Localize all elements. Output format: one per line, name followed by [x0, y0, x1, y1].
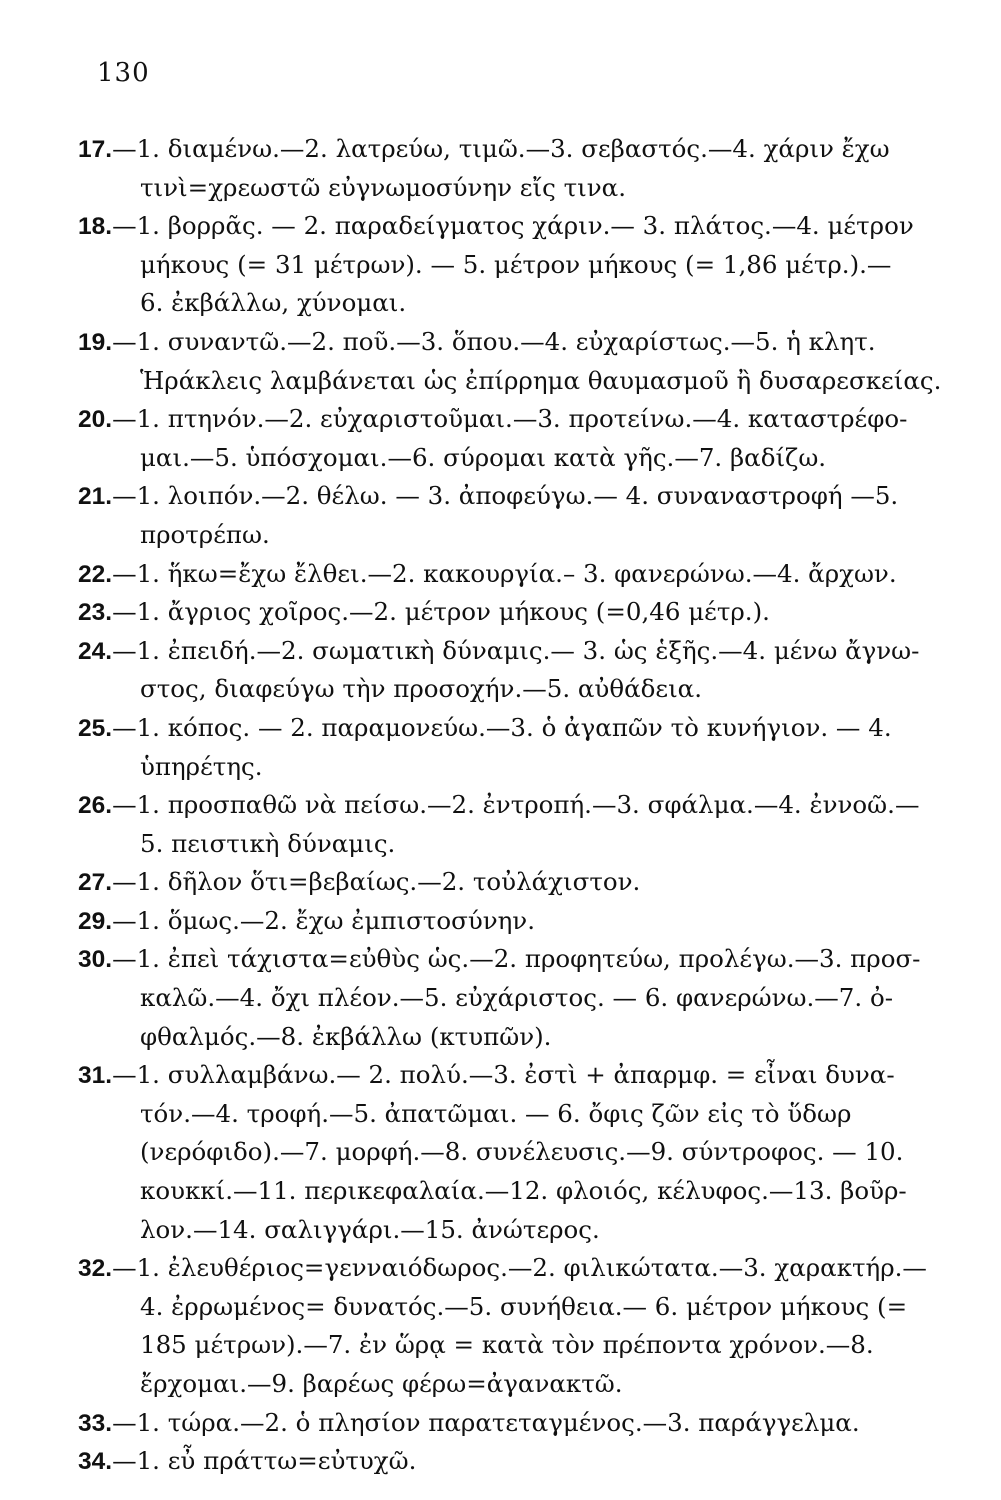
entry-continuation-line — [78, 246, 938, 285]
entry-number: 20. — [78, 406, 113, 434]
entry-text: μήκους (= 31 μέτρων). — 5. μέτρον μήκους (= 1,86 μέτρ.).— — [140, 249, 892, 279]
entry-line — [78, 1404, 938, 1443]
entry-line — [78, 940, 938, 979]
entry-number: 21. — [78, 483, 113, 511]
entry-number: 25. — [78, 714, 113, 742]
entry-number: 23. — [78, 599, 113, 627]
entry-continuation-line — [78, 1018, 938, 1057]
entry-number: 17. — [78, 136, 113, 163]
entry-text: —1. λοιπόν.—2. θέλω. — 3. ἀποφεύγω.— 4. συναναστροφή —5. — [112, 481, 899, 511]
entry-text: τινὶ=χρεωστῶ εὐγνωμοσύνην εἴς τινα. — [140, 172, 626, 202]
entry-continuation-line — [78, 1095, 938, 1134]
entry-continuation-line — [78, 1133, 938, 1172]
entry-number: 27. — [78, 869, 113, 897]
entry-text: —1. ὅμως.—2. ἔχω ἐμπιστοσύνην. — [112, 905, 535, 935]
entry-continuation-line — [78, 825, 938, 864]
entry-line — [78, 709, 938, 748]
entry-text: —1. τώρα.—2. ὁ πλησίον παρατεταγμένος.—3. παράγγελμα. — [112, 1407, 860, 1437]
entry-line — [78, 400, 938, 439]
entry-text: —1. συλλαμβάνω.— 2. πολύ.—3. ἐστὶ + ἀπαρμφ. = εἶναι δυνα- — [112, 1060, 895, 1090]
entry-continuation-line — [78, 1326, 938, 1365]
entry-continuation-line — [78, 516, 938, 555]
entry-text: προτρέπω. — [140, 519, 270, 549]
entry-text: —1. προσπαθῶ νὰ πείσω.—2. ἐντροπή.—3. σφάλμα.—4. ἐννοῶ.— — [112, 790, 920, 820]
vocabulary-entries — [78, 130, 942, 1481]
entry-continuation-line — [78, 670, 938, 709]
entry-text: φθαλμός.—8. ἐκβάλλω (κτυπῶν). — [140, 1021, 552, 1051]
entry-text: —1. ἐλευθέριος=γενναιόδωρος.—2. φιλικώτατα.—3. χαρακτήρ.— — [112, 1253, 927, 1283]
entry-number: 29. — [78, 907, 113, 935]
entry-number: 19. — [78, 328, 113, 356]
entry-text: στος, διαφεύγω τὴν προσοχήν.—5. αὐθάδεια. — [140, 674, 703, 704]
entry-text: —1. κόπος. — 2. παραμονεύω.—3. ὁ ἀγαπῶν τὸ κυνήγιον. — 4. — [112, 712, 892, 742]
entry-text: —1. ἄγριος χοῖρος.—2. μέτρον μήκους (=0,46 μέτρ.). — [112, 597, 770, 627]
entry-text: 6. ἐκβάλλω, χύνομαι. — [140, 288, 407, 318]
entry-text: 5. πειστικὴ δύναμις. — [140, 828, 396, 858]
entry-line — [78, 786, 938, 825]
entry-text: τόν.—4. τροφή.—5. ἀπατῶμαι. — 6. ὄφις ζῶν εἰς τὸ ὕδωρ — [140, 1098, 852, 1128]
entry-line — [78, 593, 938, 632]
entry-continuation-line — [78, 169, 938, 208]
entry-text: —1. συναντῶ.—2. ποῦ.—3. ὅπου.—4. εὐχαρίστως.—5. ἡ κλητ. — [112, 326, 876, 356]
entry-continuation-line — [78, 439, 938, 478]
entry-text: 185 μέτρων).—7. ἐν ὥρᾳ = κατὰ τὸν πρέποντα χρόνον.—8. — [140, 1330, 874, 1360]
entry-text: —1. δῆλον ὅτι=βεβαίως.—2. τοὐλάχιστον. — [112, 867, 641, 897]
entry-text: Ἡράκλεις λαμβάνεται ὡς ἐπίρρημα θαυμασμοῦ ἢ δυσαρεσκείας. — [140, 365, 942, 395]
entry-line — [78, 863, 938, 902]
entry-number: 33. — [78, 1409, 113, 1437]
entry-text: —1. ἥκω=ἔχω ἔλθει.—2. κακουργία.– 3. φανερώνω.—4. ἄρχων. — [112, 558, 897, 588]
entry-line — [78, 207, 938, 246]
entry-text: —1. ἐπεὶ τάχιστα=εὐθὺς ὡς.—2. προφητεύω, προλέγω.—3. προσ- — [112, 944, 921, 974]
page-number: 130 — [97, 58, 150, 88]
entry-continuation-line — [78, 362, 942, 401]
entry-continuation-line — [78, 1365, 938, 1404]
entry-continuation-line — [78, 1172, 938, 1211]
entry-number: 24. — [78, 637, 113, 665]
entry-line — [78, 477, 938, 516]
entry-text: λον.—14. σαλιγγάρι.—15. ἀνώτερος. — [140, 1214, 600, 1244]
entry-text: ὑπηρέτης. — [140, 751, 263, 781]
entry-line — [78, 130, 938, 169]
entry-continuation-line — [78, 284, 938, 323]
entry-text: ἔρχομαι.—9. βαρέως φέρω=ἀγανακτῶ. — [140, 1369, 623, 1398]
entry-line — [78, 1056, 938, 1095]
entry-line — [78, 555, 938, 594]
entry-line — [78, 1249, 938, 1288]
entry-line — [78, 1442, 938, 1481]
entry-line — [78, 632, 938, 671]
entry-line — [78, 323, 938, 362]
entry-text: —1. διαμένω.—2. λατρεύω, τιμῶ.—3. σεβαστός.—4. χάριν ἔχω — [112, 134, 890, 163]
entry-text: —1. πτηνόν.—2. εὐχαριστοῦμαι.—3. προτείνω.—4. καταστρέφο- — [112, 404, 908, 434]
entry-text: 4. ἐρρωμένος= δυνατός.—5. συνήθεια.— 6. μέτρον μήκους (= — [140, 1291, 908, 1321]
entry-continuation-line — [78, 1211, 938, 1250]
entry-continuation-line — [78, 979, 938, 1018]
entry-continuation-line — [78, 1288, 938, 1327]
entry-continuation-line — [78, 748, 938, 787]
entry-text: καλῶ.—4. ὄχι πλέον.—5. εὐχάριστος. — 6. φανερώνω.—7. ὀ- — [140, 983, 894, 1013]
entry-text: (νερόφιδο).—7. μορφή.—8. συνέλευσις.—9. σύντροφος. — 10. — [140, 1137, 904, 1167]
entry-number: 31. — [78, 1062, 113, 1090]
entry-number: 34. — [78, 1448, 113, 1476]
entry-text: —1. ἐπειδή.—2. σωματικὴ δύναμις.— 3. ὡς ἑξῆς.—4. μένω ἄγνω- — [112, 635, 920, 665]
entry-number: 32. — [78, 1255, 113, 1283]
entry-number: 18. — [78, 213, 113, 241]
entry-line — [78, 902, 938, 941]
entry-number: 26. — [78, 792, 113, 820]
entry-text: κουκκί.—11. περικεφαλαία.—12. φλοιός, κέλυφος.—13. βοῦρ- — [140, 1176, 907, 1206]
entry-text: μαι.—5. ὑπόσχομαι.—6. σύρομαι κατὰ γῆς.—7. βαδίζω. — [140, 442, 827, 472]
entry-text: —1. εὖ πράττω=εὐτυχῶ. — [112, 1446, 417, 1476]
entry-number: 22. — [78, 560, 113, 588]
entry-text: —1. βορρᾶς. — 2. παραδείγματος χάριν.— 3. πλάτος.—4. μέτρον — [112, 211, 914, 241]
entry-number: 30. — [78, 946, 113, 974]
